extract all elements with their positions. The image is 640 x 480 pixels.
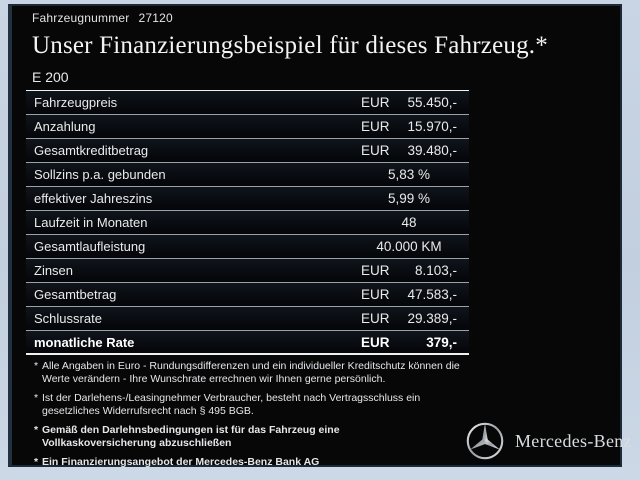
row-value: [361, 311, 457, 326]
row-amount: 29.389,-: [407, 311, 457, 326]
footnote-line: Werte verändern - Ihre Wunschrate errechnen wir Ihnen gerne persönlich.: [42, 372, 386, 385]
row-value: [361, 191, 457, 206]
row-label: Schlussrate: [34, 311, 102, 326]
footnote-marker: *: [34, 424, 39, 436]
finance-offer-panel: [8, 4, 632, 468]
row-label: effektiver Jahreszins: [34, 191, 153, 206]
footnote-marker: *: [34, 360, 39, 372]
row-currency: EUR: [361, 119, 390, 134]
footnote: [34, 360, 494, 385]
table-row: [26, 307, 469, 331]
row-value: [361, 95, 457, 110]
row-value: [361, 119, 457, 134]
vehicle-number-value: 27120: [138, 11, 173, 25]
footnote-line: Alle Angaben in Euro - Rundungsdifferenzen und ein individueller Kreditschutz können die: [42, 360, 460, 372]
row-currency: EUR: [361, 311, 390, 326]
footnote: [34, 424, 494, 449]
row-value: [361, 335, 457, 350]
vehicle-model: E 200: [32, 69, 69, 85]
row-label: Zinsen: [34, 263, 74, 278]
footnote-marker: *: [34, 456, 39, 468]
table-row: [26, 115, 469, 139]
row-currency: EUR: [361, 95, 390, 110]
table-row: [26, 259, 469, 283]
finance-table: [26, 90, 469, 355]
table-row: [26, 235, 469, 259]
row-label: Gesamtbetrag: [34, 287, 117, 302]
vehicle-number: [32, 11, 620, 25]
footnote-text: [42, 456, 319, 469]
table-row: [26, 139, 469, 163]
footnote-line: Vollkaskoversicherung abzuschließen: [42, 436, 232, 449]
row-amount: 5,83 %: [387, 167, 431, 182]
row-amount: 39.480,-: [407, 143, 457, 158]
header: [12, 6, 620, 85]
row-amount: 48: [401, 215, 417, 230]
footnote: [34, 456, 494, 469]
footnote-line: gesetzliches Widerrufsrecht nach § 495 BGB.: [42, 404, 254, 417]
footnote-line: Ein Finanzierungsangebot der Mercedes-Benz Bank AG: [42, 456, 320, 468]
footnote: [34, 392, 494, 417]
row-currency: EUR: [361, 263, 390, 278]
mercedes-star-icon: [464, 420, 506, 462]
row-amount: 379,-: [426, 334, 457, 350]
row-currency: EUR: [361, 287, 390, 302]
row-label: Fahrzeugpreis: [34, 95, 118, 110]
footnote-text: [42, 392, 420, 417]
row-amount: 55.450,-: [407, 95, 457, 110]
row-value: [361, 167, 457, 182]
row-currency: EUR: [361, 334, 390, 350]
table-row: [26, 91, 469, 115]
footnote-text: [42, 360, 460, 385]
row-amount: 15.970,-: [407, 119, 457, 134]
row-value: [361, 215, 457, 230]
footnote-line: Ist der Darlehens-/Leasingnehmer Verbraucher, besteht nach Vertragsschluss ein: [42, 392, 421, 404]
row-value: [361, 143, 457, 158]
table-row: [26, 331, 469, 355]
table-row: [26, 211, 469, 235]
vehicle-number-label: Fahrzeugnummer: [32, 11, 130, 25]
row-label: Gesamtlaufleistung: [34, 239, 146, 254]
row-value: [361, 239, 457, 254]
footnote-marker: *: [34, 392, 39, 404]
row-label: Gesamtkreditbetrag: [34, 143, 149, 158]
row-amount: 8.103,-: [414, 263, 457, 278]
branding: [464, 420, 632, 462]
row-amount: 47.583,-: [407, 287, 457, 302]
footnote-line: Gemäß den Darlehnsbedingungen ist für das Fahrzeug eine: [42, 424, 340, 436]
table-row: [26, 283, 469, 307]
row-label: monatliche Rate: [34, 334, 135, 350]
footnotes: [34, 360, 494, 476]
page-title: Unser Finanzierungsbeispiel für dieses Fahrzeug.*: [32, 32, 548, 59]
table-row: [26, 187, 469, 211]
row-value: [361, 287, 457, 302]
row-label: Sollzins p.a. gebunden: [34, 167, 166, 182]
row-label: Anzahlung: [34, 119, 96, 134]
row-currency: EUR: [361, 143, 390, 158]
row-label: Laufzeit in Monaten: [34, 215, 148, 230]
row-value: [361, 263, 457, 278]
row-amount: 40.000 KM: [376, 239, 442, 254]
footnote-text: [42, 424, 340, 449]
mercedes-benz-wordmark: Mercedes-Benz: [515, 430, 632, 451]
table-row: [26, 163, 469, 187]
row-amount: 5,99 %: [387, 191, 431, 206]
